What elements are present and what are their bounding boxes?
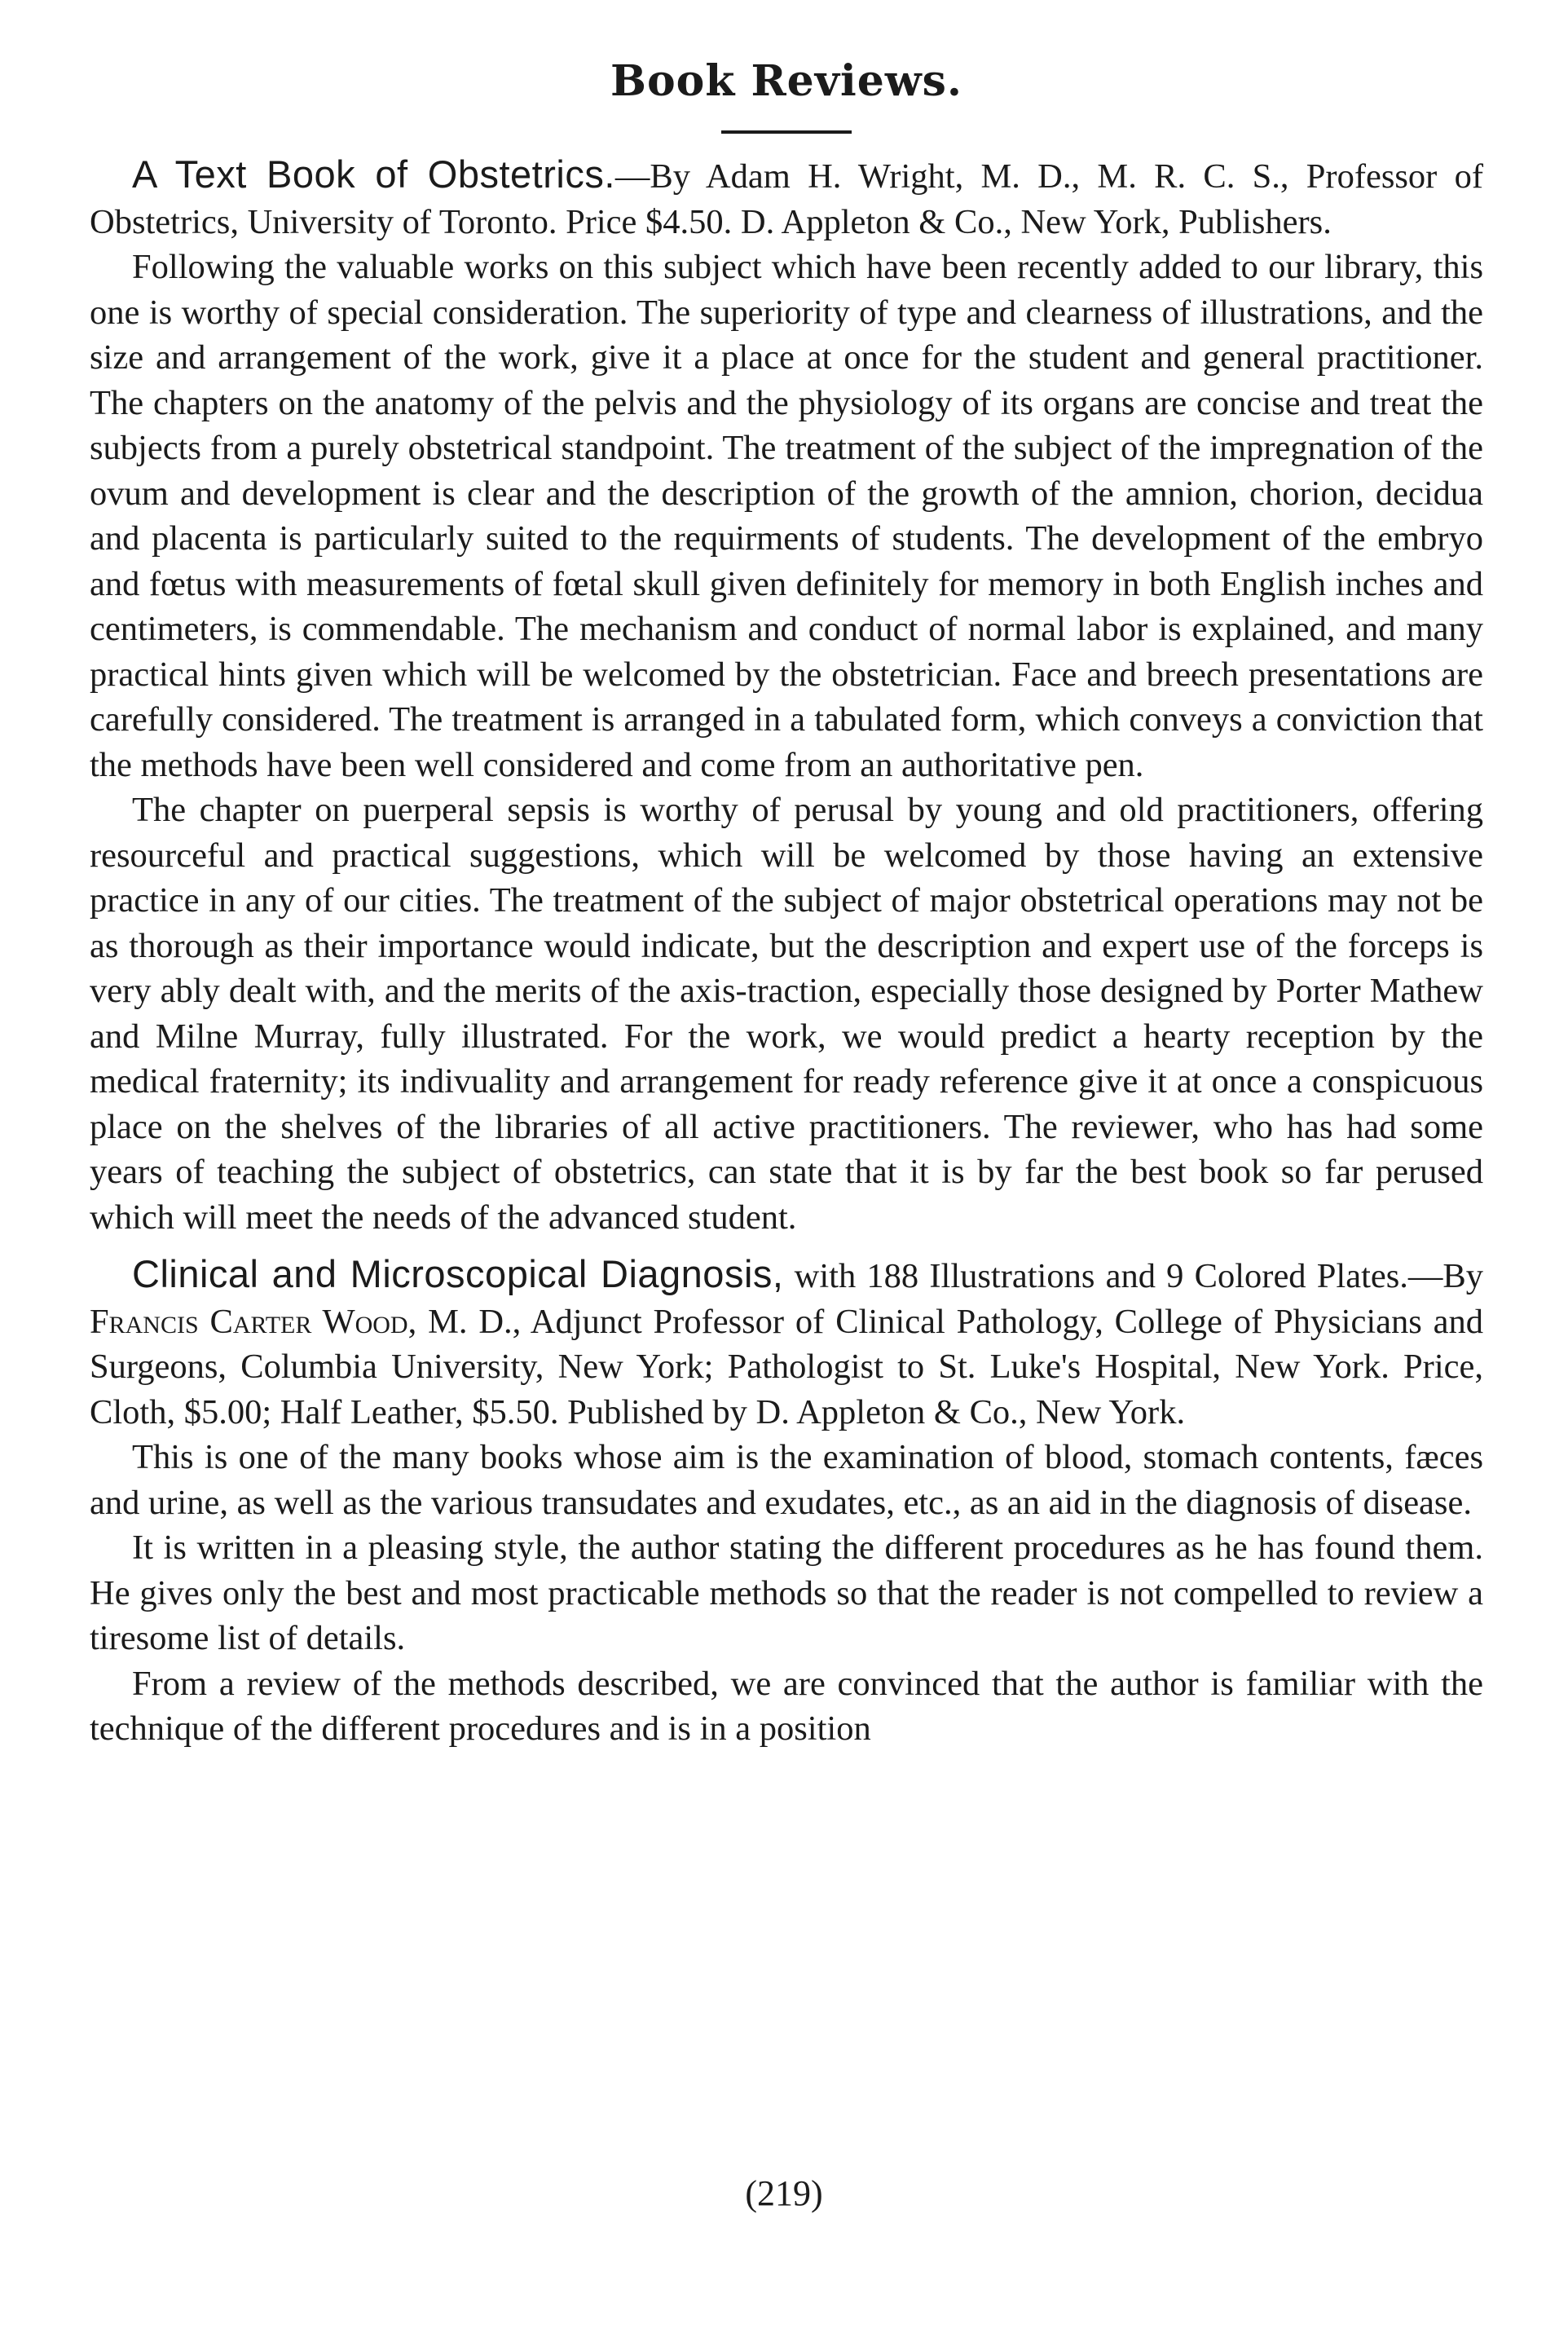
review-paragraph: From a review of the methods described, we are convinced that the author is familiar with the technique of the different procedures and is in a position <box>90 1664 1483 1748</box>
review-author: Francis Carter Wood <box>90 1302 408 1341</box>
review-citation-pre: with 188 Illustrations and 9 Colored Plates.—By <box>783 1257 1483 1295</box>
review-clinical-diagnosis <box>90 1251 1483 1752</box>
review-header <box>90 152 1483 245</box>
heading-rule <box>721 130 852 134</box>
section-gap <box>90 1240 1483 1251</box>
page-number: (219) <box>745 2173 823 2213</box>
review-header <box>90 1251 1483 1435</box>
page-body <box>90 49 1483 1752</box>
review-paragraph: Following the valuable works on this subject which have been recently added to our library, this one is worthy of special consideration. The superiority of type and clearness of illustrations, and the size and arrangement of the work, give it a place at once for the student and general practitioner. The chapters on the anatomy of the pelvis and the physiology of its organs are concise and treat the subjects from a purely obstetrical standpoint. The treatment of the subject of the impregnation of the ovum and development is clear and the description of the growth of the amnion, chorion, decidua and placenta is particularly suited to the requirments of students. The development of the embryo and fœtus with measurements of fœtal skull given definitely for memory in both English inches and centimeters, is commendable. The mechanism and conduct of normal labor is explained, and many practical hints given which will be welcomed by the obstetrician. Face and breech presentations are carefully considered. The treatment is arranged in a tabulated form, which conveys a conviction that the methods have been well considered and come from an authoritative pen. <box>90 248 1483 784</box>
review-obstetrics <box>90 152 1483 1240</box>
review-citation: —By Adam H. Wright, M. D., M. R. C. S., Professor of Obstetrics, University of Toronto. Price $4.50. D. Appleton & Co., New York, Publishers. <box>90 157 1483 241</box>
review-title: Clinical and Microscopical Diagnosis, <box>132 1252 784 1295</box>
review-paragraph: This is one of the many books whose aim is the examination of blood, stomach contents, fæces and urine, as well as the various transudates and exudates, etc., as an aid in the diagnosis of disease. <box>90 1438 1483 1522</box>
review-paragraph: It is written in a pleasing style, the author stating the different procedures as he has found them. He gives only the best and most practicable methods so that the reader is not compelled to review a tiresome list of details. <box>90 1528 1483 1657</box>
page-heading: Book Reviews. <box>610 56 962 106</box>
review-title: A Text Book of Obstetrics. <box>132 152 615 196</box>
review-paragraph: The chapter on puerperal sepsis is worthy of perusal by young and old practitioners, offering resourceful and practical suggestions, which will be welcomed by those having an extensive practice in any of our cities. The treatment of the subject of major obstetrical operations may not be as thorough as their importance would indicate, but the description and expert use of the forceps is very ably dealt with, and the merits of the axis-traction, especially those designed by Porter Mathew and Milne Murray, fully illustrated. For the work, we would predict a hearty reception by the medical fraternity; its indivuality and arrangement for ready reference give it at once a conspicuous place on the shelves of the libraries of all active practitioners. The reviewer, who has had some years of teaching the subject of obstetrics, can state that it is by far the best book so far perused which will meet the needs of the advanced student. <box>90 791 1483 1237</box>
review-citation-post: , M. D., Adjunct Professor of Clinical Pathology, College of Physicians and Surgeons, Columbia University, New York; Pathologist to St. Luke's Hospital, New York. Price, Cloth, $5.00; Half Leather, $5.50. Published by D. Appleton & Co., New York. <box>90 1302 1483 1431</box>
